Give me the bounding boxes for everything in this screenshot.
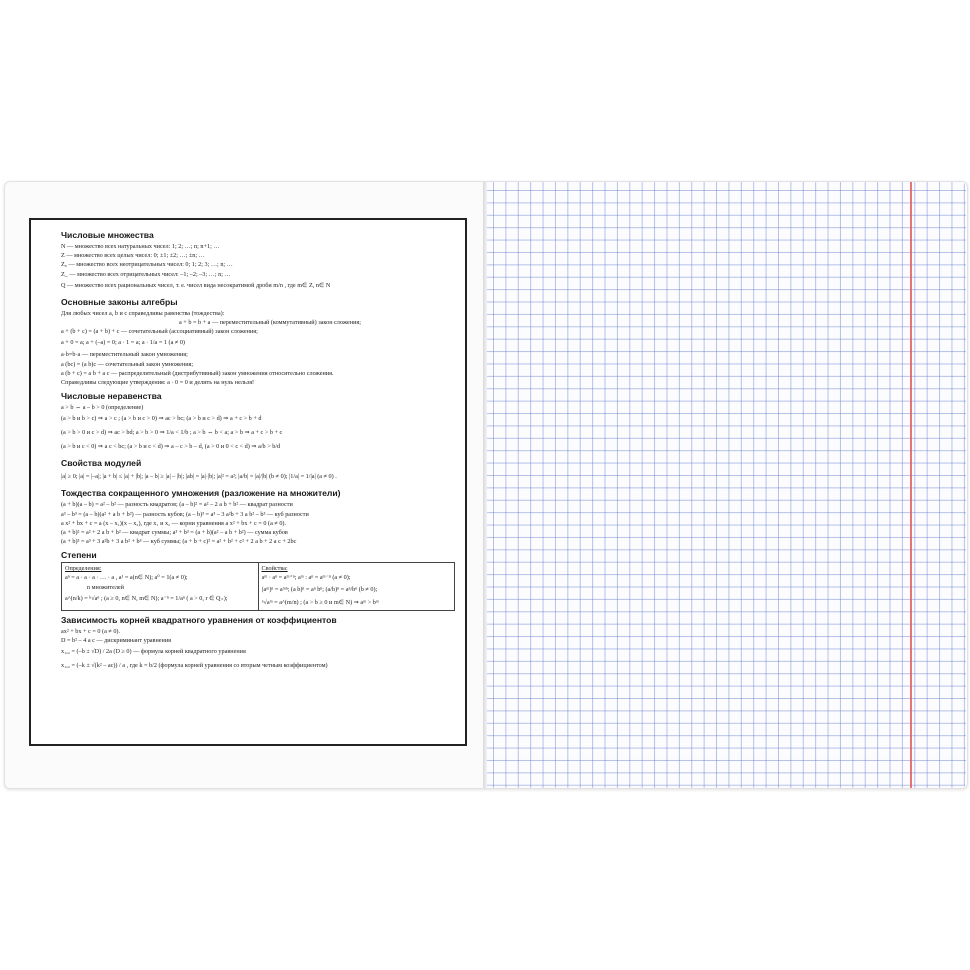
powers-property-line-3: ⁿ√aᵐ = a^(m/n) ; (a > b ≥ 0 и m∈ N) ⇒ aᵐ > bᵐ <box>261 598 379 606</box>
algebra-line-8: Справедливы следующие утверждения: a · 0 = 0 и делить на нуль нельзя! <box>61 379 255 387</box>
algebra-line-2: a + b = b + a — переместительный (коммутативный) закон сложения; <box>179 319 361 327</box>
section-title-sets: Числовые множества <box>61 230 154 240</box>
section-title-powers: Степени <box>61 550 97 561</box>
identities-line-3: a x² + bx + c = a (x – x₁)(x – x₂), где x₁ и x₂ — корни уравнения a x² + bx + c = 0 (a ≠ 0). <box>61 519 287 527</box>
quadratic-line-1: ax² + bx + c = 0 (a ≠ 0). <box>61 627 121 635</box>
sets-line-5: Q — множество всех рациональных чисел, т. е. чисел вида несократимой дроби m/n , где m∈ Z, n∈ N <box>61 281 331 289</box>
modulus-line-1: |a| ≥ 0; |a| = |–a|; |a + b| ≤ |a| + |b|; |a – b| ≥ |a| – |b|; |ab| = |a|·|b|; |a|² = a²; |a/b| = |a|/|b| (b ≠ 0); |1/a| = 1/|a| (a ≠ 0) . <box>61 473 337 481</box>
section-title-modulus: Свойства модулей <box>61 458 142 469</box>
inequalities-line-3: (a > b > 0 и c > d) ⇒ ac > bd; a > b > 0 ⇒ 1/a < 1/b ; a > b ⇔ b < a; a > b ⇒ a + c > b + c <box>61 429 283 437</box>
sets-line-2: Z — множество всех целых чисел: 0; ±1; ±2; …; ±n; … <box>61 252 205 260</box>
quadratic-line-3: x₁,₂ = (–b ± √D) / 2a (D ≥ 0) — формула корней квадратного уравнения <box>61 648 246 656</box>
powers-property-line-1: aᵐ · aⁿ = aᵐ⁺ⁿ; aᵐ : aⁿ = aᵐ⁻ⁿ (a ≠ 0); <box>261 574 351 582</box>
powers-properties-header: Свойства: <box>261 565 288 573</box>
notebook-spread <box>4 181 968 789</box>
quadratic-line-4: x₁,₂ = (–k ± √(k² – ac)) / a , где k = b/2 (формула корней уравнения со вторым четным коэффициентом) <box>61 662 328 670</box>
identities-line-2: a³ – b³ = (a – b)(a² + a b + b²) — разность кубов; (a – b)³ = a³ – 3 a²b + 3 a b² – b³ — куб разности <box>61 510 309 518</box>
sets-line-3: Z₀ — множество всех неотрицательных чисел: 0; 1; 2; 3; …; n; … <box>61 261 233 269</box>
powers-definitions-header: Определения: <box>65 565 102 573</box>
powers-table <box>61 562 455 610</box>
section-title-algebra: Основные законы алгебры <box>61 296 178 307</box>
quadratic-line-2: D = b² – 4 a c — дискриминант уравнения <box>61 637 171 645</box>
inequalities-line-1: a > b ⇔ a – b > 0 (определение) <box>61 404 144 412</box>
reference-sheet <box>29 218 467 746</box>
powers-definition-line-3: a^(n/k) = ᵏ√aⁿ ; (a ≥ 0, n∈ N, m∈ N); a⁻ⁿ = 1/aⁿ ( a > 0, r ∈ Q₊); <box>65 595 228 603</box>
red-margin-line <box>910 182 912 788</box>
section-title-identities: Тождества сокращенного умножения (разложение на множители) <box>61 488 341 499</box>
powers-definition-line-2: n множителей <box>87 583 124 591</box>
powers-definition-line-1: aⁿ = a · a · a · … · a , a¹ = a(n∈ N); a⁰ = 1(a ≠ 0); <box>65 574 188 582</box>
powers-property-line-2: (aᵐ)ⁿ = aᵐⁿ; (a b)ⁿ = aⁿ bⁿ; (a/b)ⁿ = aⁿ/bⁿ (b ≠ 0); <box>261 585 378 593</box>
identities-line-4: (a + b)² = a² + 2 a b + b² — квадрат суммы; a³ + b³ = (a + b)(a² – a b + b²) — сумма кубов <box>61 529 288 537</box>
inequalities-line-4: (a > b и c < 0) ⇒ a c < bc; (a > b и c < d) ⇒ a – c > b – d, (a > 0 и 0 < c < d) ⇒ a/b > b/d <box>61 443 281 451</box>
identities-line-5: (a + b)³ = a³ + 3 a²b + 3 a b² + b³ — куб суммы; (a + b + c)² = a² + b² + c² + 2 a b + 2 a c + 2bc <box>61 538 297 546</box>
left-page <box>5 182 483 788</box>
inequalities-line-2: (a > b и b > c) ⇒ a > c ; (a > b и c > 0) ⇒ ac > bc; (a > b и c > d) ⇒ a + c > b + d <box>61 415 262 423</box>
algebra-line-6: a (bc) = (a b)c — сочетательный закон умножения; <box>61 360 194 368</box>
algebra-line-7: a (b + c) = a b + a c — распределительный (дистрибутивный) закон умножения относительно сложения. <box>61 369 334 377</box>
algebra-line-1: Для любых чисел a, b и c справедливы равенства (тождества): <box>61 309 225 317</box>
powers-properties-cell <box>258 563 455 610</box>
powers-definitions-cell <box>62 563 259 610</box>
algebra-line-3: a + (b + c) = (a + b) + c — сочетательный (ассоциативный) закон сложения; <box>61 328 258 336</box>
section-title-inequalities: Числовые неравенства <box>61 391 162 402</box>
section-title-quadratic: Зависимость корней квадратного уравнения от коэффициентов <box>61 614 337 625</box>
identities-line-1: (a + b)(a – b) = a² – b² — разность квадратов; (a – b)² = a² – 2 a b + b² — квадрат разности <box>61 501 293 509</box>
algebra-line-5: a·b=b·a — переместительный закон умножения; <box>61 351 188 359</box>
grid-page <box>487 182 966 788</box>
algebra-line-4: a + 0 = a; a + (–a) = 0; a · 1 = a; a · 1/a = 1 (a ≠ 0) <box>61 339 185 347</box>
sets-line-4: Z_ — множество всех отрицательных чисел: –1; –2; –3; …; n; … <box>61 270 231 278</box>
sets-line-1: N — множество всех натуральных чисел: 1; 2; …; n; n+1; … <box>61 243 220 250</box>
